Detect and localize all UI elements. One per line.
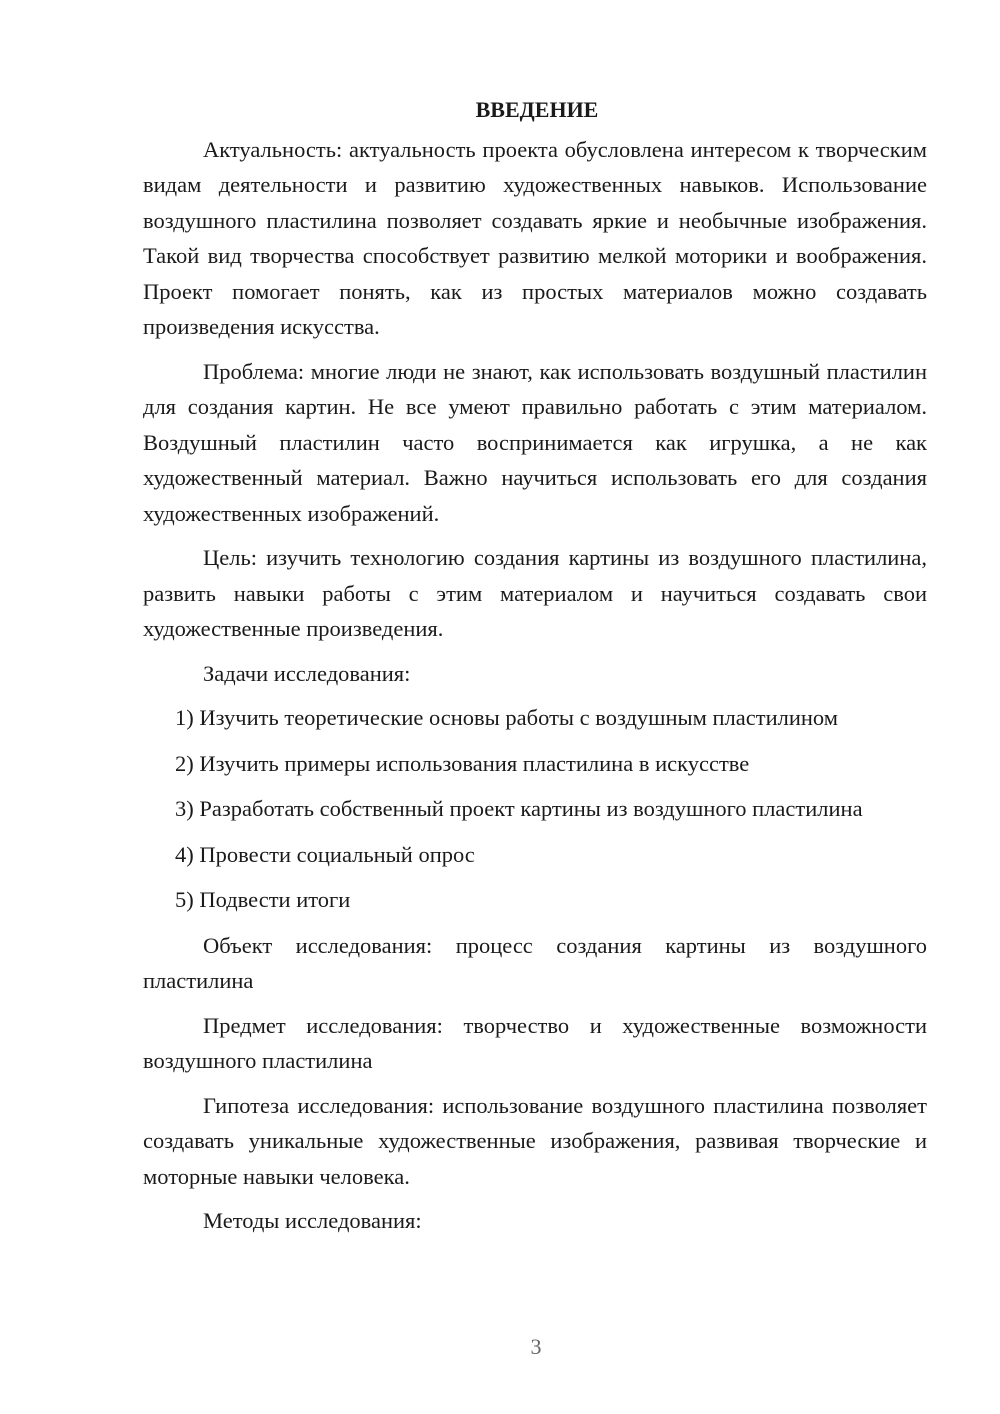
subject-paragraph: Предмет исследования: творчество и художественные возможности воздушного пластилина xyxy=(143,1012,927,1073)
list-item: 5) Подвести итоги xyxy=(175,887,351,912)
goal-paragraph: Цель: изучить технологию создания картины из воздушного пластилина, развить навыки работы с этим материалом и научиться создавать свои художественные произведения. xyxy=(143,545,927,641)
list-item: 1) Изучить теоретические основы работы с воздушным пластилином xyxy=(175,705,838,730)
tasks-list xyxy=(143,700,927,918)
page-number: 3 xyxy=(530,1334,542,1359)
page-title: ВВЕДЕНИЕ xyxy=(475,97,599,122)
list-item: 3) Разработать собственный проект картины из воздушного пластилина xyxy=(175,796,863,821)
hypothesis-paragraph: Гипотеза исследования: использование воздушного пластилина позволяет создавать уникальные художественные изображения, развивая творческие и моторные навыки человека. xyxy=(143,1092,927,1189)
object-paragraph: Объект исследования: процесс создания картины из воздушного пластилина xyxy=(143,932,927,993)
list-item: 2) Изучить примеры использования пластилина в искусстве xyxy=(175,750,750,776)
list-item: 4) Провести социальный опрос xyxy=(175,841,475,867)
methods-intro: Методы исследования: xyxy=(203,1208,422,1233)
document-page xyxy=(143,92,927,1248)
relevance-paragraph: Актуальность: актуальность проекта обусловлена интересом к творческим видам деятельности и развитию художественных навыков. Использование воздушного пластилина позволяет создавать яркие и необычные изображения. Такой вид творчества способствует развитию мелкой моторики и воображения. Проект помогает понять, как из простых материалов можно создавать произведения искусства. xyxy=(143,136,927,339)
tasks-intro: Задачи исследования: xyxy=(203,660,411,686)
problem-paragraph: Проблема: многие люди не знают, как использовать воздушный пластилин для создания картин. Не все умеют правильно работать с этим материалом. Воздушный пластилин часто воспринимается как игрушка, а не как художественный материал. Важно научиться использовать его для создания художественных изображений. xyxy=(143,358,927,526)
